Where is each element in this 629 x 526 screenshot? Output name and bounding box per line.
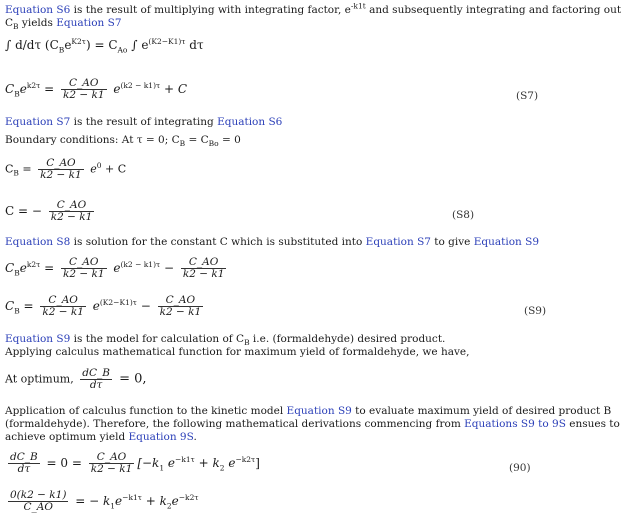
equation-s9: $C_B$ = $\frac{C\_AO}{k2 - k1}$ $e^{(K2-K1)\tau}$ − $\frac{C\_AO}{k2 - k1}$	[5, 294, 202, 318]
fraction: $\frac{C\_AO}{k2 - k1}$	[50, 199, 93, 223]
fraction: $\frac{C\_AO}{k2 - k1}$	[182, 256, 225, 280]
fraction: $\frac{C\_AO}{k2 - k1}$	[90, 451, 133, 475]
equation-number-90: (90)	[509, 462, 531, 474]
equation-number-s9: (S9)	[524, 305, 547, 317]
equation-integral: ∫ d/dτ $(C_Be^{K2\tau}) = C_{Ao}$ ∫ $e^{(K2-K1)\tau}$ dτ	[5, 37, 204, 55]
equation-s9-intermediate: $C_Be^{k2\tau}$ = $\frac{C\_AO}{k2 - k1}$ $e^{(k2 - k1)\tau}$ − $\frac{C\_AO}{k2 - k1}$	[5, 256, 225, 280]
optimum-condition: At optimum, $\frac{dC\_B}{d\tau}$ = 0,	[5, 367, 147, 391]
paragraph-eq-s6: Equation S6 is the result of multiplying with integrating factor, $e^{-k1t}$ and subsequently integrating and factoring out $C_B$ yields Equation S7	[5, 1, 622, 32]
fraction: $\frac{dC\_B}{d\tau}$	[82, 367, 110, 391]
equation-s7-link[interactable]: Equation S7	[365, 236, 431, 248]
fraction: $\frac{0(k2 - k1)}{C\_AO}$	[10, 489, 67, 513]
fraction: $\frac{C\_AO}{k2 - k1}$	[62, 77, 105, 101]
equation-s7-link[interactable]: Equation S7	[56, 17, 122, 29]
equation-number-s7: (S7)	[516, 90, 539, 102]
equation-s6-link[interactable]: Equation S6	[5, 4, 71, 16]
equation-s8-link[interactable]: Equation S8	[5, 236, 71, 248]
equation-s9-link[interactable]: Equation S9	[5, 333, 71, 345]
equation-derivative-zero: $\frac{0(k2 - k1)}{C\_AO}$ = − $k_1e^{-k1\tau} + k_2e^{-k2\tau}$	[10, 489, 199, 513]
paragraph-eq-s8: Equation S8 is solution for the constant C which is substituted into Equation S7 to give Equation S9	[5, 236, 540, 248]
equation-9s-link[interactable]: Equation 9S	[128, 431, 194, 443]
equation-90: $\frac{dC\_B}{d\tau}$ = 0 = $\frac{C\_AO}{k2 - k1}$ [$-k_1$ $e^{-k1\tau} + k_2$ $e^{-k2\tau}$]	[10, 451, 260, 475]
equation-s6-link[interactable]: Equation S6	[217, 116, 283, 128]
fraction: $\frac{dC\_B}{d\tau}$	[10, 451, 38, 475]
equation-s9-link[interactable]: Equation S9	[286, 405, 352, 417]
paragraph-eq-s7: Equation S7 is the result of integrating Equation S6	[5, 116, 283, 128]
equation-s9-link[interactable]: Equation S9	[473, 236, 540, 248]
paragraph-application: Application of calculus function to the kinetic model Equation S9 to evaluate maximum yield of desired product B (formaldehyde). Therefore, the following mathematical derivations commencing from Equations S9 to 9S ensues to achieve optimum yield Equation 9S.	[5, 405, 620, 443]
equation-s8: C = − $\frac{C\_AO}{k2 - k1}$	[5, 199, 93, 223]
paragraph-eq-s9: Equation S9 is the model for calculation of $C_B$ i.e. (formaldehyde) desired product. Applying calculus mathematical function for maximum yield of formaldehyde, we have,	[5, 333, 470, 358]
equation-cb-boundary: $C_B$ = $\frac{C\_AO}{k2 - k1}$ $e^0 + C$	[5, 157, 127, 181]
equations-s9-to-9s-link[interactable]: Equations S9 to 9S	[464, 418, 566, 430]
fraction: $\frac{C\_AO}{k2 - k1}$	[42, 294, 84, 318]
equation-number-s8: (S8)	[452, 209, 475, 221]
equation-s7-link[interactable]: Equation S7	[5, 116, 71, 128]
equation-s7: $C_Be^{k2\tau}$ = $\frac{C\_AO}{k2 - k1}$ $e^{(k2 - k1)\tau} + C$	[5, 77, 188, 101]
boundary-conditions: Boundary conditions: At τ = 0; $C_B = C_{Bo} = 0$	[5, 134, 241, 149]
fraction: $\frac{C\_AO}{k2 - k1}$	[159, 294, 202, 318]
fraction: $\frac{C\_AO}{k2 - k1}$	[40, 157, 82, 181]
fraction: $\frac{C\_AO}{k2 - k1}$	[62, 256, 105, 280]
